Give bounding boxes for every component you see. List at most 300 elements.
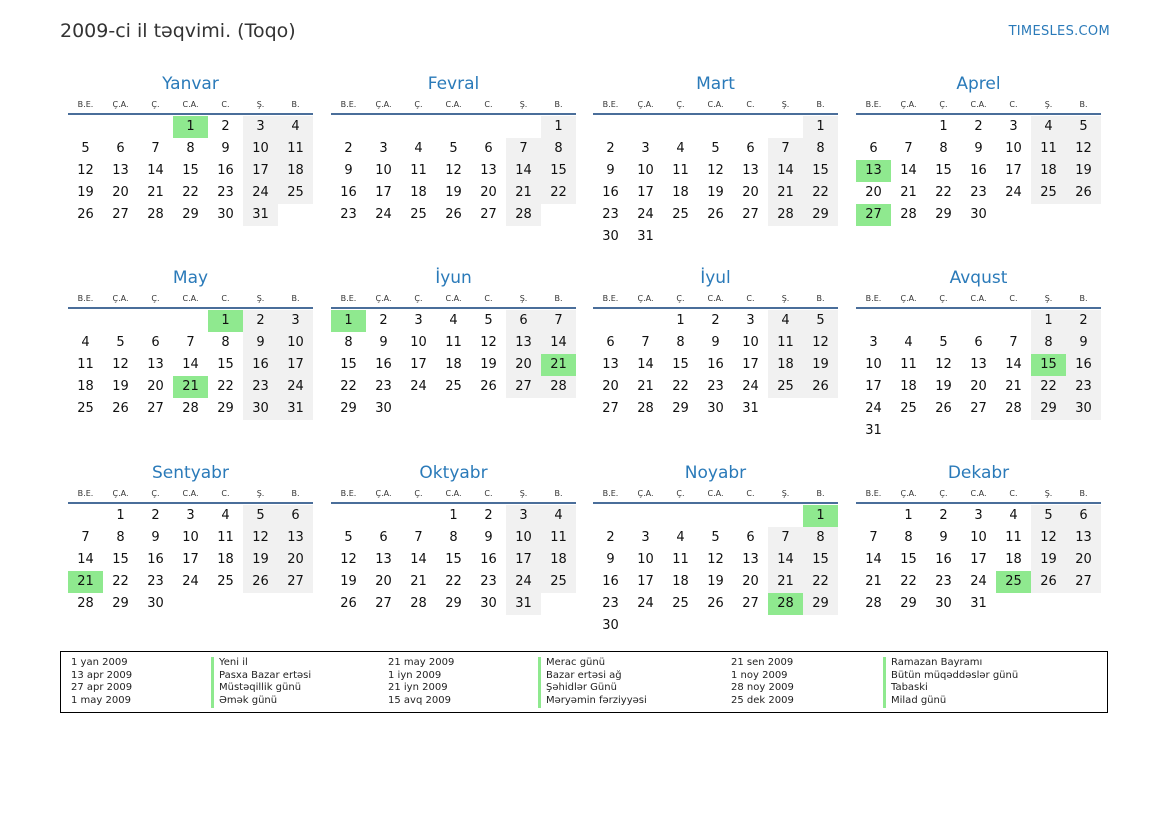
day-cell: 4: [541, 505, 576, 527]
month-name: Avqust: [949, 268, 1008, 288]
day-cell: 22: [182, 185, 199, 200]
month-0: [68, 72, 313, 226]
day-cell: 25: [672, 207, 689, 222]
day-cell: 21: [506, 182, 541, 204]
weekday-label: C.A.: [445, 489, 462, 498]
day-cell: 22: [672, 379, 689, 394]
day-cell: 13: [480, 163, 497, 178]
weekday-label: B.E.: [340, 489, 357, 498]
weekday-label: Ş.: [781, 294, 790, 303]
weekday-label: Ç.A.: [637, 294, 654, 303]
weekday-label: C.: [221, 100, 230, 109]
day-cell: 30: [707, 401, 724, 416]
weekday-label: B.: [291, 489, 300, 498]
day-cell: 27: [278, 571, 313, 593]
brand-link[interactable]: TIMESLES.COM: [1008, 24, 1110, 39]
weekday-label: Ş.: [256, 489, 265, 498]
day-cell: 25: [445, 379, 462, 394]
day-cell: 23: [480, 574, 497, 589]
day-cell: 28: [77, 596, 94, 611]
weekday-label: B.: [291, 294, 300, 303]
day-cell: 17: [637, 574, 654, 589]
day-cell: 27: [375, 596, 392, 611]
day-cell: 17: [637, 185, 654, 200]
legend-holiday-name: Yeni il: [211, 657, 311, 670]
empty-cell: [331, 116, 366, 138]
day-cell: 29: [900, 596, 917, 611]
day-cell: 16: [970, 163, 987, 178]
weekday-label: Ç.: [939, 294, 948, 303]
legend-date-column: [388, 657, 454, 708]
day-cell: 27: [147, 401, 164, 416]
day-cell: 20: [970, 379, 987, 394]
empty-cell: [401, 505, 436, 527]
legend-holiday-name: Tabaski: [883, 682, 1018, 695]
day-cell: 1: [116, 508, 125, 523]
day-cell: 7: [869, 530, 878, 545]
day-cell: 3: [641, 530, 650, 545]
day-cell: 7: [641, 335, 650, 350]
day-cell: 2: [344, 141, 353, 156]
day-cell: 16: [935, 552, 952, 567]
weekday-label: Ç.A.: [112, 489, 129, 498]
day-cell: 6: [974, 335, 983, 350]
empty-cell: [138, 116, 173, 138]
weekday-label: B.E.: [865, 489, 882, 498]
day-cell: 3: [278, 310, 313, 332]
day-cell: 23: [602, 207, 619, 222]
day-cell: 7: [151, 141, 160, 156]
day-cell: 29: [112, 596, 129, 611]
empty-cell: [436, 116, 471, 138]
weekday-label: Ç.A.: [112, 294, 129, 303]
day-cell: 9: [243, 332, 278, 354]
day-cell: 25: [77, 401, 94, 416]
day-cell: 4: [81, 335, 90, 350]
holiday-legend: [60, 651, 1108, 713]
day-cell: 24: [506, 571, 541, 593]
month-6: [593, 266, 838, 420]
day-cell: 8: [186, 141, 195, 156]
day-cell: 17: [865, 379, 882, 394]
day-cell: 25: [900, 401, 917, 416]
day-cell: 18: [672, 574, 689, 589]
weekday-label: C.A.: [707, 294, 724, 303]
day-cell: 25: [672, 596, 689, 611]
empty-cell: [926, 310, 961, 332]
day-cell: 10: [182, 530, 199, 545]
day-cell: 20: [865, 185, 882, 200]
day-cell: 4: [414, 141, 423, 156]
day-cell: 18: [541, 549, 576, 571]
day-cell: 6: [484, 141, 493, 156]
weekday-label: Ç.A.: [375, 100, 392, 109]
weekday-label: Ş.: [519, 489, 528, 498]
empty-cell: [103, 310, 138, 332]
empty-cell: [366, 505, 401, 527]
day-cell: 21: [900, 185, 917, 200]
day-cell: 23: [147, 574, 164, 589]
day-cell: 6: [151, 335, 160, 350]
day-cell: 1: [541, 116, 576, 138]
weekday-header: [593, 290, 838, 309]
day-cell: 9: [344, 163, 353, 178]
empty-cell: [961, 310, 996, 332]
weekday-label: B.E.: [340, 294, 357, 303]
month-name: İyun: [435, 268, 472, 288]
month-name: May: [172, 268, 209, 288]
day-cell: 21: [865, 574, 882, 589]
day-cell: 2: [711, 313, 720, 328]
legend-date: 21 iyn 2009: [388, 682, 448, 694]
empty-cell: [471, 116, 506, 138]
day-cell: 2: [151, 508, 160, 523]
day-cell: 9: [974, 141, 983, 156]
day-cell: 20: [112, 185, 129, 200]
day-cell: 18: [1005, 552, 1022, 567]
day-cell: 26: [243, 571, 278, 593]
empty-cell: [593, 505, 628, 527]
holiday-day-cell: 15: [1031, 354, 1066, 376]
day-cell: 24: [1005, 185, 1022, 200]
day-cell: 13: [970, 357, 987, 372]
day-cell: 8: [676, 335, 685, 350]
day-cell: 12: [112, 357, 129, 372]
day-cell: 1: [904, 508, 913, 523]
day-cell: 12: [445, 163, 462, 178]
month-9: [331, 461, 576, 615]
day-cell: 4: [278, 116, 313, 138]
weekday-label: B.E.: [77, 100, 94, 109]
weekday-label: Ç.: [414, 294, 423, 303]
day-cell: 16: [480, 552, 497, 567]
month-8: [68, 461, 313, 615]
day-cell: 18: [1031, 160, 1066, 182]
day-cell: 3: [974, 508, 983, 523]
day-cell: 10: [375, 163, 392, 178]
weekday-label: Ş.: [781, 100, 790, 109]
weekday-header: [593, 96, 838, 115]
day-cell: 30: [935, 596, 952, 611]
day-cell: 28: [768, 204, 803, 226]
weekday-label: Ç.: [939, 100, 948, 109]
empty-cell: [891, 310, 926, 332]
empty-cell: [628, 310, 663, 332]
day-cell: 7: [768, 527, 803, 549]
day-cell: 7: [904, 141, 913, 156]
day-cell: 30: [602, 229, 619, 244]
day-cell: 15: [445, 552, 462, 567]
day-cell: 13: [278, 527, 313, 549]
day-cell: 23: [707, 379, 724, 394]
day-cell: 9: [379, 335, 388, 350]
day-cell: 12: [480, 335, 497, 350]
day-cell: 12: [707, 552, 724, 567]
day-cell: 20: [480, 185, 497, 200]
weekday-label: C.A.: [445, 100, 462, 109]
weekday-label: Ç.: [676, 489, 685, 498]
day-cell: 6: [746, 141, 755, 156]
day-cell: 29: [803, 593, 838, 615]
legend-holiday-name: Bütün müqəddəslər günü: [883, 670, 1018, 683]
day-cell: 29: [672, 401, 689, 416]
empty-cell: [628, 116, 663, 138]
empty-cell: [68, 505, 103, 527]
day-cell: 25: [541, 571, 576, 593]
day-cell: 11: [541, 527, 576, 549]
day-cell: 8: [344, 335, 353, 350]
day-cell: 7: [1009, 335, 1018, 350]
empty-cell: [996, 310, 1031, 332]
day-grid: [331, 505, 576, 615]
holiday-day-cell: 21: [541, 354, 576, 376]
day-cell: 6: [379, 530, 388, 545]
day-cell: 24: [278, 376, 313, 398]
weekday-label: Ç.A.: [112, 100, 129, 109]
day-cell: 7: [768, 138, 803, 160]
day-cell: 8: [803, 527, 838, 549]
day-cell: 29: [217, 401, 234, 416]
empty-cell: [506, 116, 541, 138]
legend-holiday-name: Şəhidlər Günü: [538, 682, 647, 695]
day-cell: 5: [81, 141, 90, 156]
day-cell: 4: [676, 530, 685, 545]
holiday-day-cell: 1: [173, 116, 208, 138]
day-cell: 22: [803, 571, 838, 593]
day-cell: 11: [768, 332, 803, 354]
weekday-label: C.: [746, 489, 755, 498]
day-cell: 5: [1031, 505, 1066, 527]
month-1: [331, 72, 576, 226]
day-cell: 6: [869, 141, 878, 156]
day-cell: 18: [768, 354, 803, 376]
day-cell: 29: [1031, 398, 1066, 420]
empty-cell: [593, 310, 628, 332]
day-cell: 29: [803, 204, 838, 226]
weekday-label: Ç.A.: [375, 489, 392, 498]
day-cell: 14: [637, 357, 654, 372]
weekday-label: Ş.: [256, 294, 265, 303]
day-cell: 7: [541, 310, 576, 332]
day-cell: 14: [768, 549, 803, 571]
day-cell: 3: [186, 508, 195, 523]
empty-cell: [891, 116, 926, 138]
month-name: İyul: [700, 268, 731, 288]
day-cell: 6: [1066, 505, 1101, 527]
day-cell: 26: [77, 207, 94, 222]
weekday-label: B.: [291, 100, 300, 109]
day-cell: 5: [484, 313, 493, 328]
day-cell: 22: [340, 379, 357, 394]
day-cell: 27: [742, 207, 759, 222]
empty-cell: [138, 310, 173, 332]
day-cell: 5: [803, 310, 838, 332]
day-cell: 4: [1031, 116, 1066, 138]
weekday-label: Ç.: [151, 100, 160, 109]
day-cell: 31: [278, 398, 313, 420]
day-cell: 12: [935, 357, 952, 372]
day-cell: 27: [742, 596, 759, 611]
day-cell: 28: [506, 204, 541, 226]
day-cell: 24: [637, 207, 654, 222]
weekday-label: Ç.: [151, 294, 160, 303]
day-cell: 5: [116, 335, 125, 350]
weekday-label: Ç.: [676, 294, 685, 303]
day-cell: 2: [379, 313, 388, 328]
weekday-label: C.: [484, 100, 493, 109]
holiday-day-cell: 28: [768, 593, 803, 615]
day-cell: 5: [939, 335, 948, 350]
day-cell: 30: [480, 596, 497, 611]
legend-date-column: [731, 657, 794, 708]
weekday-label: B.: [1079, 294, 1088, 303]
day-cell: 22: [541, 182, 576, 204]
day-cell: 17: [742, 357, 759, 372]
day-cell: 4: [676, 141, 685, 156]
day-cell: 2: [974, 119, 983, 134]
day-cell: 3: [1009, 119, 1018, 134]
month-5: [331, 266, 576, 420]
weekday-label: B.E.: [865, 294, 882, 303]
day-cell: 30: [970, 207, 987, 222]
day-cell: 17: [1005, 163, 1022, 178]
day-cell: 13: [112, 163, 129, 178]
page-title: 2009-ci il təqvimi. (Toqo): [60, 20, 296, 42]
day-cell: 19: [243, 549, 278, 571]
day-cell: 21: [147, 185, 164, 200]
weekday-label: C.A.: [182, 489, 199, 498]
day-cell: 15: [182, 163, 199, 178]
day-cell: 31: [970, 596, 987, 611]
weekday-label: Ş.: [256, 100, 265, 109]
day-cell: 9: [1066, 332, 1101, 354]
day-cell: 21: [637, 379, 654, 394]
legend-date: 25 dek 2009: [731, 695, 794, 707]
day-cell: 17: [375, 185, 392, 200]
day-cell: 8: [904, 530, 913, 545]
weekday-label: Ç.: [414, 100, 423, 109]
day-cell: 20: [602, 379, 619, 394]
empty-cell: [768, 116, 803, 138]
day-cell: 28: [637, 401, 654, 416]
legend-date: 28 noy 2009: [731, 682, 794, 694]
day-cell: 15: [803, 549, 838, 571]
day-cell: 15: [217, 357, 234, 372]
day-cell: 17: [243, 160, 278, 182]
empty-cell: [698, 116, 733, 138]
empty-cell: [856, 116, 891, 138]
weekday-label: Ç.A.: [637, 489, 654, 498]
day-cell: 19: [707, 185, 724, 200]
day-cell: 29: [340, 401, 357, 416]
empty-cell: [698, 505, 733, 527]
day-cell: 30: [243, 398, 278, 420]
day-cell: 19: [935, 379, 952, 394]
day-cell: 26: [480, 379, 497, 394]
day-cell: 19: [707, 574, 724, 589]
month-name: Dekabr: [947, 463, 1010, 483]
day-cell: 31: [637, 229, 654, 244]
day-cell: 10: [243, 138, 278, 160]
day-cell: 17: [970, 552, 987, 567]
day-cell: 10: [637, 163, 654, 178]
day-cell: 30: [217, 207, 234, 222]
day-cell: 9: [939, 530, 948, 545]
day-cell: 11: [445, 335, 462, 350]
day-cell: 13: [742, 552, 759, 567]
day-cell: 25: [217, 574, 234, 589]
day-cell: 10: [865, 357, 882, 372]
day-cell: 14: [147, 163, 164, 178]
day-cell: 19: [803, 354, 838, 376]
day-cell: 23: [1066, 376, 1101, 398]
day-cell: 10: [637, 552, 654, 567]
day-grid: [68, 310, 313, 420]
day-cell: 23: [375, 379, 392, 394]
day-cell: 12: [77, 163, 94, 178]
day-cell: 3: [379, 141, 388, 156]
day-cell: 27: [480, 207, 497, 222]
day-cell: 8: [939, 141, 948, 156]
weekday-label: Ş.: [781, 489, 790, 498]
empty-cell: [173, 310, 208, 332]
day-cell: 16: [602, 185, 619, 200]
day-cell: 24: [182, 574, 199, 589]
day-cell: 15: [340, 357, 357, 372]
day-cell: 15: [672, 357, 689, 372]
holiday-day-cell: 21: [68, 571, 103, 593]
holiday-day-cell: 21: [173, 376, 208, 398]
legend-date: 15 avq 2009: [388, 695, 451, 707]
day-cell: 3: [641, 141, 650, 156]
month-name: Yanvar: [162, 74, 219, 94]
day-cell: 19: [77, 185, 94, 200]
day-cell: 31: [742, 401, 759, 416]
day-cell: 19: [480, 357, 497, 372]
empty-cell: [103, 116, 138, 138]
legend-date: 21 may 2009: [388, 657, 455, 668]
day-cell: 30: [602, 618, 619, 633]
day-cell: 3: [506, 505, 541, 527]
legend-date: 1 iyn 2009: [388, 669, 442, 681]
day-cell: 16: [147, 552, 164, 567]
day-cell: 19: [1031, 549, 1066, 571]
weekday-header: [856, 290, 1101, 309]
day-cell: 23: [970, 185, 987, 200]
weekday-label: C.A.: [707, 489, 724, 498]
weekday-label: B.: [554, 100, 563, 109]
weekday-label: Ç.: [676, 100, 685, 109]
day-cell: 19: [340, 574, 357, 589]
day-grid: [856, 116, 1101, 226]
weekday-label: Ş.: [519, 100, 528, 109]
weekday-label: B.: [554, 489, 563, 498]
day-cell: 11: [278, 138, 313, 160]
month-name: Noyabr: [684, 463, 747, 483]
legend-holiday-name: Əmək günü: [211, 695, 311, 708]
day-cell: 1: [1031, 310, 1066, 332]
day-cell: 14: [506, 160, 541, 182]
weekday-header: [68, 485, 313, 504]
holiday-day-cell: 27: [856, 204, 891, 226]
day-cell: 4: [449, 313, 458, 328]
day-cell: 31: [506, 593, 541, 615]
empty-cell: [733, 505, 768, 527]
day-cell: 3: [869, 335, 878, 350]
legend-date: 1 may 2009: [71, 695, 131, 707]
day-cell: 27: [970, 401, 987, 416]
weekday-label: Ş.: [1044, 100, 1053, 109]
